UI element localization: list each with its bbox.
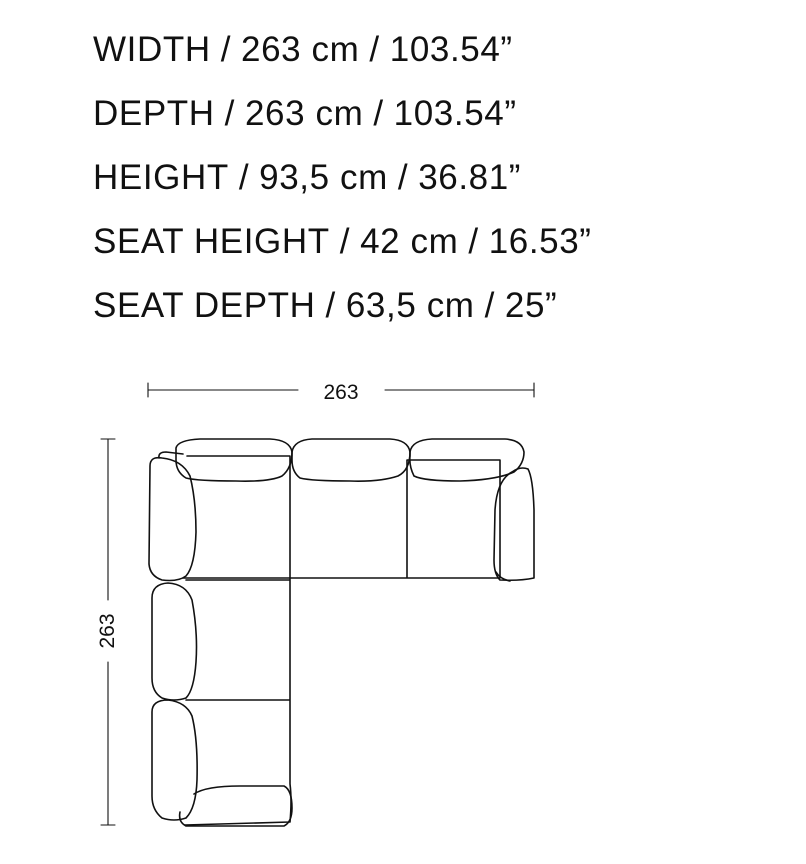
- spec-metric: 263 cm: [244, 94, 364, 133]
- side-cushion-3: [152, 700, 197, 820]
- sofa-outline: [149, 439, 534, 826]
- spec-imperial: 36.81”: [418, 158, 522, 197]
- side-cushion-1: [149, 458, 196, 581]
- depth-dimension-label: 263: [96, 613, 119, 649]
- spec-imperial: 103.54”: [389, 30, 513, 69]
- spec-separator: /: [484, 286, 495, 325]
- spec-label: SEAT DEPTH: [93, 286, 316, 325]
- spec-separator: /: [339, 222, 351, 261]
- spec-metric: 93,5 cm: [259, 158, 388, 197]
- spec-separator: /: [369, 30, 380, 69]
- spec-separator: /: [224, 94, 235, 133]
- width-dimension-label: 263: [323, 381, 359, 404]
- side-cushion-2: [152, 583, 197, 700]
- dimension-specs: [93, 18, 592, 338]
- spec-seat-height: [93, 210, 592, 274]
- spec-label: HEIGHT: [93, 158, 229, 197]
- spec-separator: /: [373, 94, 384, 133]
- spec-metric: 63,5 cm: [345, 286, 475, 325]
- spec-separator: /: [325, 286, 336, 325]
- lower-arm: [180, 786, 292, 826]
- spec-height: [93, 146, 592, 210]
- spec-label: DEPTH: [93, 94, 215, 133]
- spec-label: WIDTH: [93, 30, 211, 69]
- spec-separator: /: [397, 158, 409, 197]
- upper-seat-base: [183, 456, 500, 578]
- lower-seat-base: [185, 578, 291, 825]
- side-cushion-1-back: [159, 452, 183, 458]
- spec-separator: /: [468, 222, 479, 261]
- spec-metric: 263 cm: [241, 30, 360, 69]
- spec-separator: /: [238, 158, 250, 197]
- spec-label: SEAT HEIGHT: [93, 222, 330, 261]
- back-cushion-1: [176, 439, 292, 481]
- spec-imperial: 25”: [504, 286, 558, 325]
- spec-imperial: 16.53”: [488, 222, 592, 261]
- spec-width: [93, 18, 592, 82]
- spec-separator: /: [220, 30, 232, 69]
- spec-metric: 42 cm: [360, 222, 459, 261]
- spec-depth: [93, 82, 592, 146]
- back-cushion-2: [292, 439, 410, 481]
- spec-seat-depth: [93, 274, 592, 338]
- spec-imperial: 103.54”: [393, 94, 517, 133]
- sofa-plan-diagram: [0, 360, 806, 860]
